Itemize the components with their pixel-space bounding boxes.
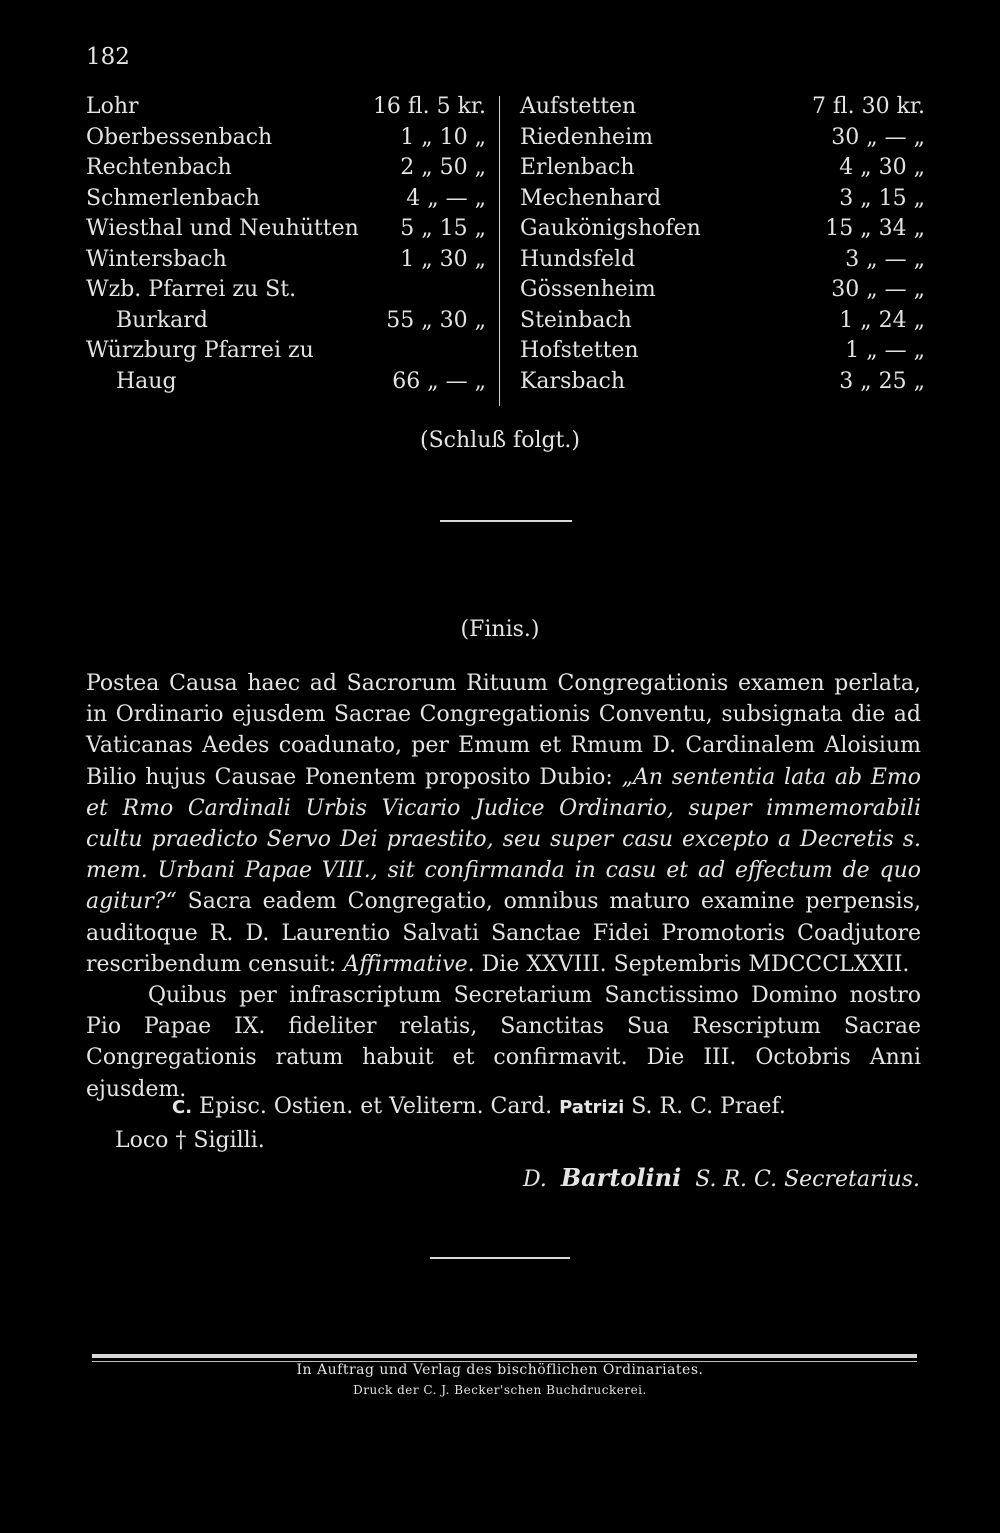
table-row xyxy=(520,275,925,306)
place-name: Lohr xyxy=(86,94,139,119)
place-name: Gaukönigshofen xyxy=(520,216,701,241)
donation-amount: 30 „ — „ xyxy=(831,277,925,302)
table-row xyxy=(520,92,925,123)
donation-amount: 3 „ 25 „ xyxy=(839,368,925,394)
table-row xyxy=(520,367,925,398)
place-name: Gössenheim xyxy=(520,277,656,302)
table-row xyxy=(86,184,486,215)
place-name: Wiesthal und Neuhütten xyxy=(86,216,359,241)
place-name: Mechenhard xyxy=(520,185,662,211)
table-row xyxy=(86,153,486,184)
table-row xyxy=(520,306,925,337)
donation-amount: 4 „ 30 „ xyxy=(839,155,925,180)
donation-table-left xyxy=(86,92,486,397)
separator-rule xyxy=(430,1257,570,1259)
body-text xyxy=(86,668,921,1105)
place-name: Karsbach xyxy=(520,368,626,394)
place-name: Erlenbach xyxy=(520,155,635,180)
place-name: Wzb. Pfarrei zu St. xyxy=(86,277,297,302)
place-name: Schmerlenbach xyxy=(86,185,260,211)
table-row xyxy=(86,92,486,123)
donation-amount: 1 „ — „ xyxy=(845,338,925,363)
decree-paragraph: Postea Causa haec ad Sacrorum Rituum Congregationis examen perlata, in Ordinario ejusdem Sacrae Congregationis Conventu, subsignata die ad Vaticanas Aedes coadunato, per Emum et Rmum D. Cardinalem Aloisium Bilio hujus Causae Ponentem proposito Dubio: „An sententia lata ab Emo et Rmo Cardinali Urbis Vicario Judice Ordinario, super immemorabili cultu praedicto Servo Dei praestito, seu super casu excepto a Decretis s. mem. Urbani Papae VIII., sit confirmanda in casu et ad effectum de quo agitur?“ Sacra eadem Congregatio, omnibus maturo examine perpensis, auditoque R. D. Laurentio Salvati Sanctae Fidei Promotoris Coadjutore rescribendum censuit: Affirmative. Die XXVIII. Septembris MDCCCLXXII. xyxy=(86,671,921,977)
ratification-paragraph: Quibus per infrascriptum Secretarium Sanctissimo Domino nostro Pio Papae IX. fideliter relatis, Sanctitas Sua Rescriptum Sacrae Congregationis ratum habuit et confirmavit. Die III. Octobris Anni ejusdem. xyxy=(86,983,921,1102)
table-row xyxy=(520,123,925,154)
place-name: Burkard xyxy=(116,307,208,333)
donation-amount: 4 „ — „ xyxy=(406,185,486,211)
donation-amount: 3 „ — „ xyxy=(845,246,925,272)
donation-amount: 1 „ 24 „ xyxy=(839,307,925,333)
place-name: Würzburg Pfarrei zu xyxy=(86,338,314,363)
column-divider xyxy=(499,96,500,406)
continued-note: (Schluß folgt.) xyxy=(420,428,580,453)
donation-amount: 66 „ — „ xyxy=(392,368,486,394)
donation-amount: 30 „ — „ xyxy=(831,124,925,150)
table-row xyxy=(86,367,486,398)
place-name: Riedenheim xyxy=(520,124,653,150)
place-name: Aufstetten xyxy=(520,94,637,119)
cardinal-signature: C. Episc. Ostien. et Velitern. Card. Patrizi S. R. C. Praef. xyxy=(172,1094,786,1119)
table-row xyxy=(86,275,486,306)
place-name: Haug xyxy=(116,368,177,394)
donation-amount: 16 fl. 5 kr. xyxy=(372,94,486,119)
secretary-signature: D. Bartolini S. R. C. Secretarius. xyxy=(522,1163,920,1192)
donation-amount: 2 „ 50 „ xyxy=(400,155,486,180)
donation-amount: 5 „ 15 „ xyxy=(400,216,486,241)
affirmative-text: Affirmative. xyxy=(343,951,475,977)
table-row xyxy=(520,184,925,215)
place-name: Steinbach xyxy=(520,307,632,333)
separator-rule xyxy=(440,520,572,522)
table-row xyxy=(86,245,486,276)
table-row xyxy=(520,245,925,276)
publisher-line: In Auftrag und Verlag des bischöflichen Ordinariates. xyxy=(296,1362,704,1378)
place-name: Wintersbach xyxy=(86,246,227,272)
place-name: Hundsfeld xyxy=(520,246,636,272)
place-name: Rechtenbach xyxy=(86,155,232,180)
donation-amount: 15 „ 34 „ xyxy=(825,216,925,241)
table-row xyxy=(86,336,486,367)
place-name: Hofstetten xyxy=(520,338,639,363)
footer-rule xyxy=(92,1354,917,1358)
donation-amount: 1 „ 10 „ xyxy=(400,124,486,150)
table-row xyxy=(520,153,925,184)
page-number: 182 xyxy=(86,44,130,70)
table-row xyxy=(520,214,925,245)
donation-amount: 3 „ 15 „ xyxy=(839,185,925,211)
seal-note: Loco † Sigilli. xyxy=(115,1128,265,1153)
table-row xyxy=(86,214,486,245)
table-row xyxy=(86,123,486,154)
table-row xyxy=(86,306,486,337)
finis-heading: (Finis.) xyxy=(460,617,540,642)
donation-amount: 1 „ 30 „ xyxy=(400,246,486,272)
donation-amount: 7 fl. 30 kr. xyxy=(811,94,925,119)
table-row xyxy=(520,336,925,367)
printer-line: Druck der C. J. Becker'schen Buchdruckerei. xyxy=(353,1383,647,1397)
donation-amount: 55 „ 30 „ xyxy=(386,307,486,333)
dubium-text: „An sententia lata ab Emo et Rmo Cardinali Urbis Vicario Judice Ordinario, super immemorabili cultu praedicto Servo Dei praestito, seu super casu excepto a Decretis s. mem. Urbani Papae VIII., sit confirmanda in casu et ad effectum de quo agitur?“ xyxy=(86,764,921,915)
donation-table-right xyxy=(520,92,925,397)
place-name: Oberbessenbach xyxy=(86,124,273,150)
